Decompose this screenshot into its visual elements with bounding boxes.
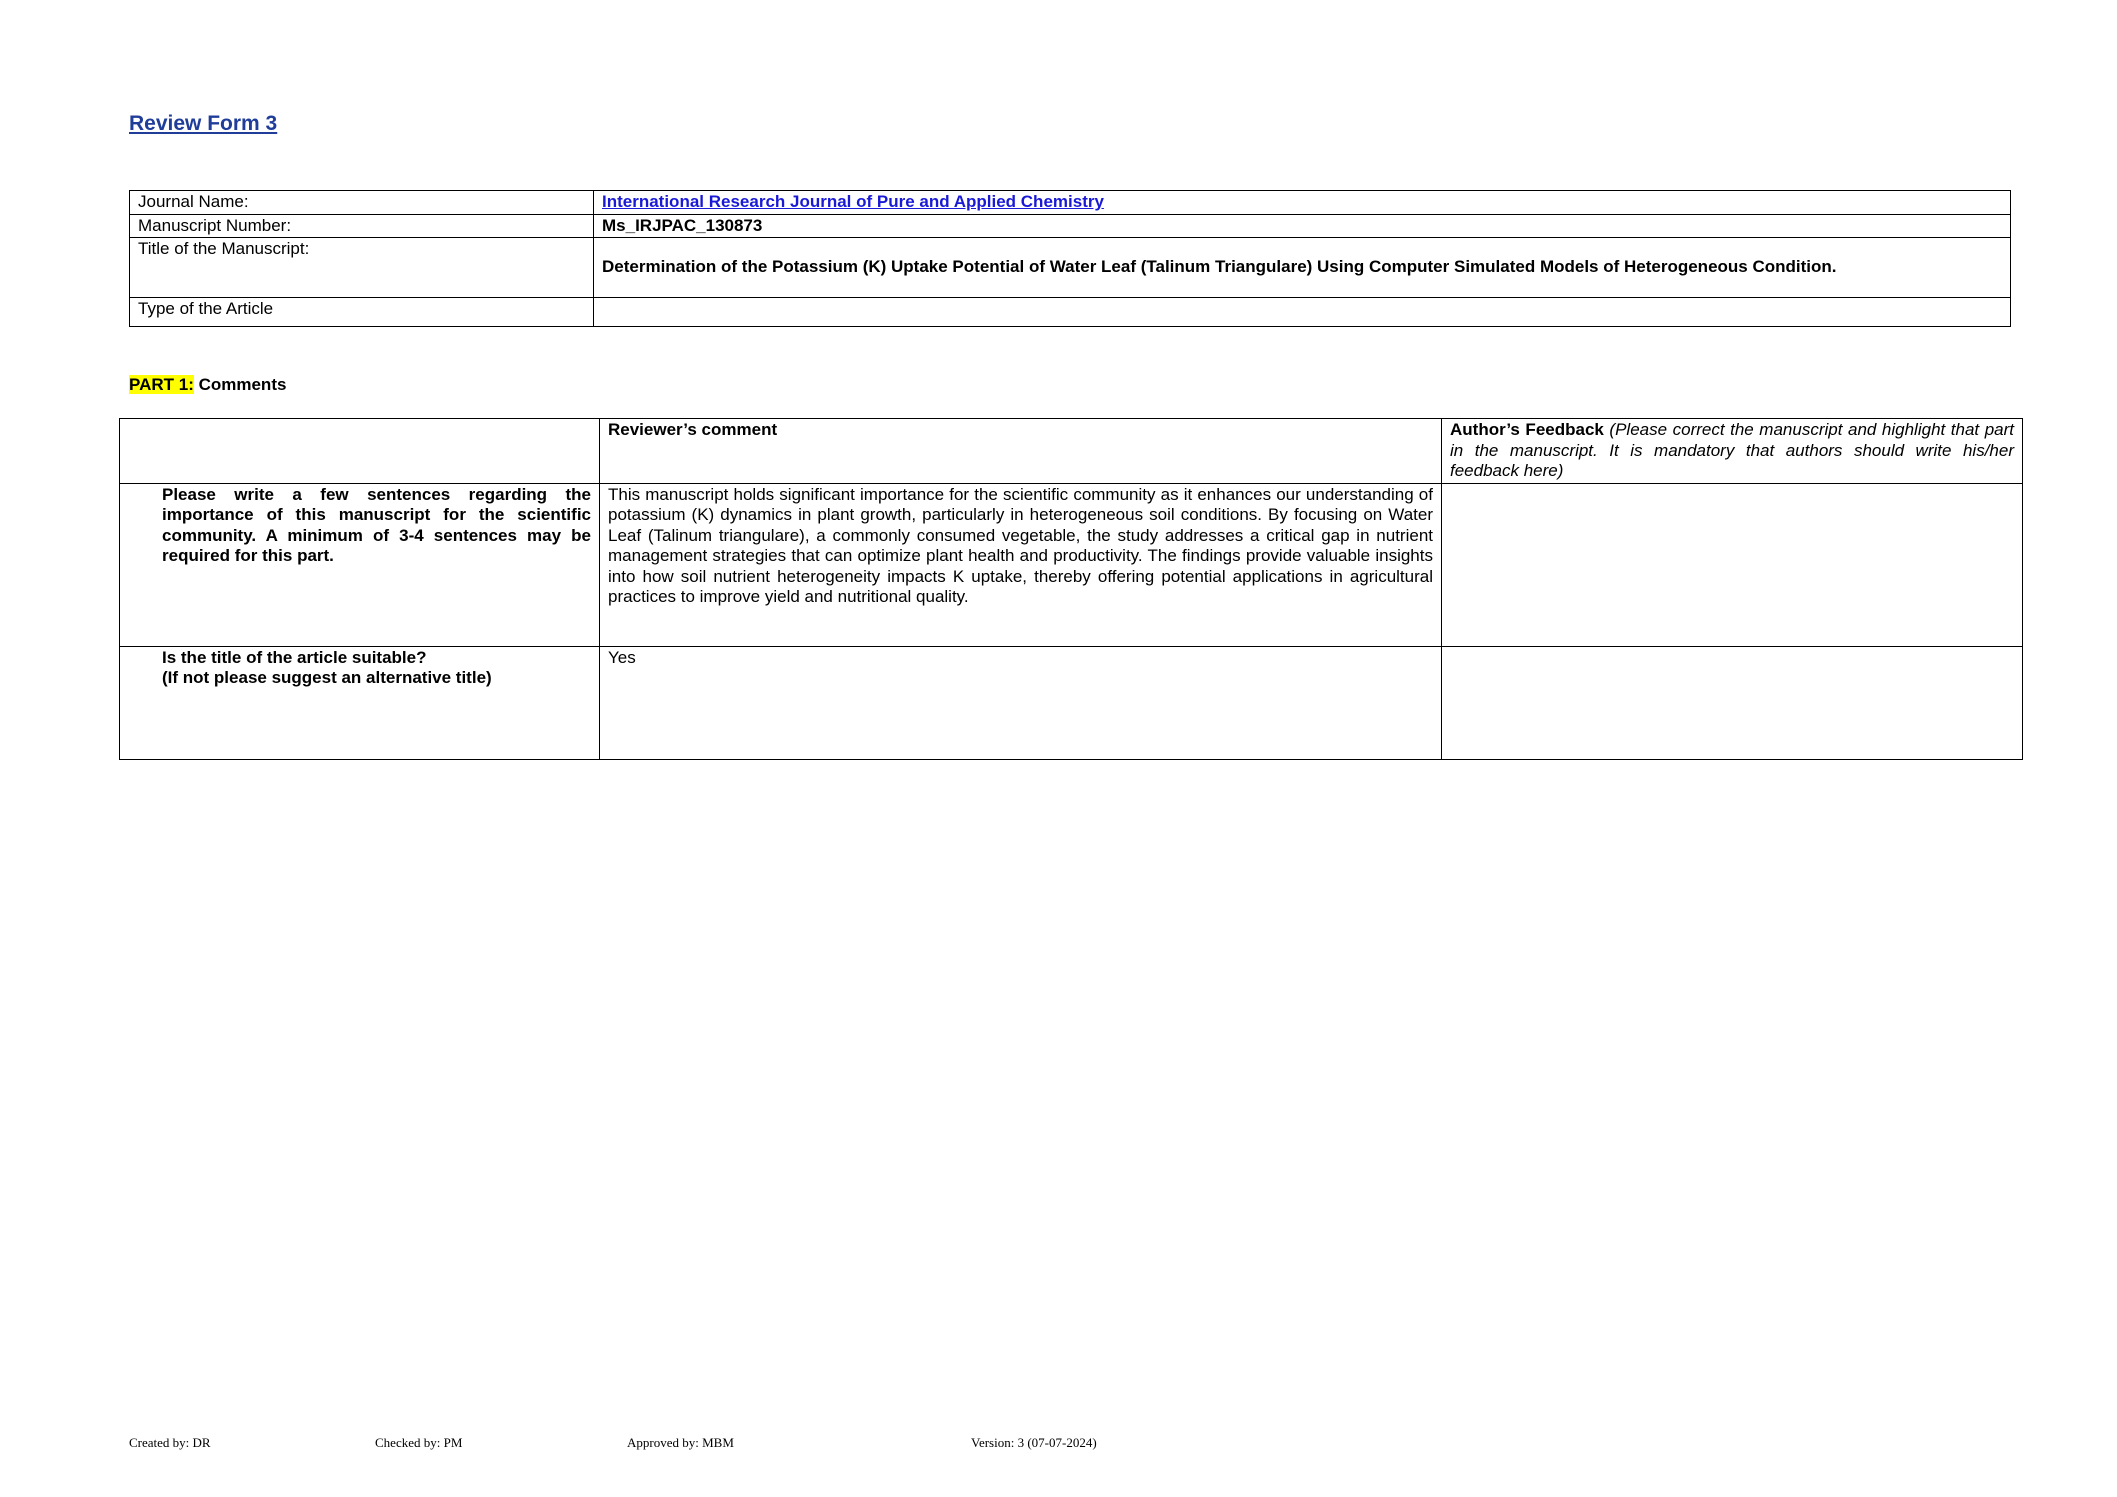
part1-heading: [129, 375, 286, 395]
author-feedback-title-cell[interactable]: [1442, 646, 2023, 759]
footer-created: Created by: DR: [129, 1435, 211, 1450]
journal-label: Journal Name:: [130, 191, 594, 215]
title-label: Title of the Manuscript:: [130, 238, 594, 298]
type-label: Type of the Article: [130, 298, 594, 327]
question-title-line1: Is the title of the article suitable?: [162, 647, 427, 667]
reviewer-comment-title: Yes: [600, 646, 1442, 759]
title-row: [130, 238, 2011, 298]
form-title[interactable]: Review Form 3: [129, 112, 278, 135]
part1-title: Comments: [193, 375, 287, 394]
manuscript-number: Ms_IRJPAC_130873: [594, 214, 2011, 238]
table-row: [120, 483, 2023, 646]
reviewer-comment-importance: This manuscript holds significant importance for the scientific community as it enhances our understanding of potassium (K) dynamics in plant growth, particularly in heterogeneous soil conditions. By focusing on Water Leaf (Talinum triangulare), a commonly consumed vegetable, the study addresses a critical gap in nutrient management strategies that can optimize plant health and productivity. The findings provide valuable insights into how soil nutrient heterogeneity impacts K uptake, thereby offering potential applications in agricultural practices to improve yield and nutritional quality.: [600, 483, 1442, 646]
manuscript-row: [130, 214, 2011, 238]
part1-label: PART 1:: [129, 375, 194, 394]
footer-version: Version: 3 (07-07-2024): [971, 1435, 1097, 1450]
header-blank-cell: [120, 419, 600, 484]
journal-value: [594, 191, 2011, 215]
question-importance: Please write a few sentences regarding the importance of this manuscript for the scientific community. A minimum of 3-4 sentences may be required for this part.: [120, 483, 600, 646]
journal-row: [130, 191, 2011, 215]
question-title-line2: (If not please suggest an alternative title): [162, 668, 492, 687]
reviewer-comment-header: Reviewer’s comment: [600, 419, 1442, 484]
type-value: [594, 298, 2011, 327]
comments-header-row: [120, 419, 2023, 484]
footer-checked: Checked by: PM: [375, 1435, 463, 1450]
type-row: [130, 298, 2011, 327]
journal-link[interactable]: International Research Journal of Pure and Applied Chemistry: [602, 192, 1104, 211]
comments-table: [119, 418, 2023, 760]
manuscript-info-table: [129, 190, 2011, 327]
author-feedback-title: Author’s Feedback: [1450, 420, 1604, 439]
author-feedback-header: [1442, 419, 2023, 484]
table-row: [120, 646, 2023, 759]
author-feedback-importance[interactable]: [1442, 483, 2023, 646]
manuscript-title: Determination of the Potassium (K) Uptake Potential of Water Leaf (Talinum Triangulare) Using Computer Simulated Models of Heterogeneous Condition.: [594, 238, 2011, 298]
question-title-suitable: [120, 646, 600, 759]
author-feedback-instructions: (Please correct the manuscript and highlight that part in the manuscript. It is mandatory that authors should write his/her feedback here): [1450, 420, 2014, 480]
footer-approved: Approved by: MBM: [627, 1435, 734, 1450]
manuscript-label: Manuscript Number:: [130, 214, 594, 238]
